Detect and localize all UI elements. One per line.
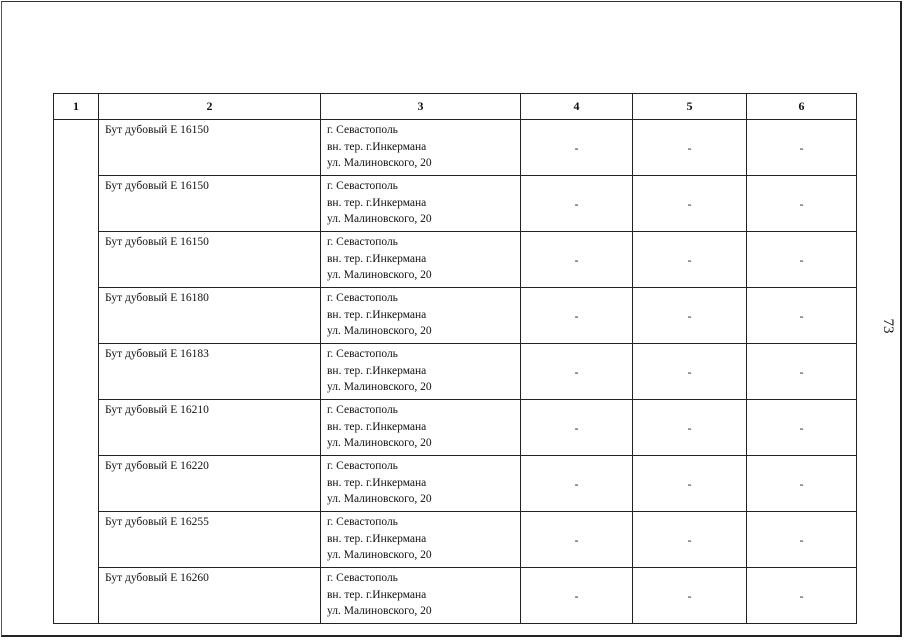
cell-col-1 — [54, 232, 99, 288]
table-row — [54, 120, 857, 176]
address-line: вн. тер. г.Инкермана — [327, 140, 427, 153]
cell-col-4: - — [521, 176, 633, 232]
cell-address — [321, 456, 521, 512]
cell-col-5: - — [633, 232, 747, 288]
cell-address — [321, 344, 521, 400]
header-col-4: 4 — [521, 94, 633, 120]
cell-col-6: - — [747, 512, 857, 568]
address-line: вн. тер. г.Инкермана — [327, 308, 427, 321]
cell-col-6: - — [747, 456, 857, 512]
table-row — [54, 456, 857, 512]
address-line: ул. Малиновского, 20 — [327, 325, 432, 338]
cell-col-6: - — [747, 568, 857, 624]
table-row — [54, 232, 857, 288]
cell-col-4: - — [521, 344, 633, 400]
cell-address — [321, 232, 521, 288]
page-number: 73 — [880, 318, 896, 334]
cell-col-5: - — [633, 120, 747, 176]
address-line: г. Севастополь — [327, 572, 398, 584]
cell-col-4: - — [521, 400, 633, 456]
table-row — [54, 288, 857, 344]
cell-col-1 — [54, 456, 99, 512]
cell-col-5: - — [633, 288, 747, 344]
cell-address — [321, 400, 521, 456]
header-col-5: 5 — [633, 94, 747, 120]
address-line: г. Севастополь — [327, 124, 398, 136]
cell-col-5: - — [633, 512, 747, 568]
address-line: ул. Малиновского, 20 — [327, 549, 432, 562]
address-line: вн. тер. г.Инкермана — [327, 364, 427, 377]
cell-col-6: - — [747, 400, 857, 456]
address-line: вн. тер. г.Инкермана — [327, 252, 427, 265]
address-line: г. Севастополь — [327, 516, 398, 528]
cell-col-6: - — [747, 176, 857, 232]
address-line: вн. тер. г.Инкермана — [327, 588, 427, 601]
cell-col-1 — [54, 176, 99, 232]
cell-col-5: - — [633, 456, 747, 512]
cell-item-name: Бут дубовый Е 16180 — [99, 288, 321, 344]
cell-col-6: - — [747, 344, 857, 400]
address-line: г. Севастополь — [327, 460, 398, 472]
address-line: ул. Малиновского, 20 — [327, 269, 432, 282]
cell-address — [321, 568, 521, 624]
cell-col-1 — [54, 120, 99, 176]
table-row — [54, 568, 857, 624]
cell-col-5: - — [633, 400, 747, 456]
table-row — [54, 344, 857, 400]
cell-col-4: - — [521, 456, 633, 512]
address-line: вн. тер. г.Инкермана — [327, 532, 427, 545]
address-line: вн. тер. г.Инкермана — [327, 420, 427, 433]
table-row — [54, 176, 857, 232]
cell-item-name: Бут дубовый Е 16150 — [99, 176, 321, 232]
address-line: г. Севастополь — [327, 180, 398, 192]
cell-col-1 — [54, 344, 99, 400]
cell-col-1 — [54, 288, 99, 344]
cell-item-name: Бут дубовый Е 16260 — [99, 568, 321, 624]
address-line: ул. Малиновского, 20 — [327, 213, 432, 226]
address-line: г. Севастополь — [327, 292, 398, 304]
table-row — [54, 400, 857, 456]
cell-col-4: - — [521, 512, 633, 568]
table-body — [54, 120, 857, 624]
cell-col-4: - — [521, 288, 633, 344]
cell-item-name: Бут дубовый Е 16150 — [99, 232, 321, 288]
cell-col-1 — [54, 568, 99, 624]
header-col-3: 3 — [321, 94, 521, 120]
cell-item-name: Бут дубовый Е 16255 — [99, 512, 321, 568]
cell-item-name: Бут дубовый Е 16183 — [99, 344, 321, 400]
cell-col-5: - — [633, 568, 747, 624]
address-line: ул. Малиновского, 20 — [327, 437, 432, 450]
header-col-2: 2 — [99, 94, 321, 120]
cell-item-name: Бут дубовый Е 16150 — [99, 120, 321, 176]
address-line: ул. Малиновского, 20 — [327, 157, 432, 170]
cell-item-name: Бут дубовый Е 16210 — [99, 400, 321, 456]
address-line: ул. Малиновского, 20 — [327, 381, 432, 394]
cell-col-6: - — [747, 232, 857, 288]
table-row — [54, 512, 857, 568]
cell-col-4: - — [521, 232, 633, 288]
address-line: г. Севастополь — [327, 236, 398, 248]
address-line: вн. тер. г.Инкермана — [327, 196, 427, 209]
cell-col-4: - — [521, 568, 633, 624]
address-line: г. Севастополь — [327, 404, 398, 416]
cell-col-5: - — [633, 176, 747, 232]
cell-address — [321, 120, 521, 176]
address-line: ул. Малиновского, 20 — [327, 605, 432, 618]
cell-address — [321, 176, 521, 232]
table-header-row — [54, 94, 857, 120]
address-line: г. Севастополь — [327, 348, 398, 360]
data-table — [53, 93, 857, 624]
address-line: ул. Малиновского, 20 — [327, 493, 432, 506]
cell-col-6: - — [747, 120, 857, 176]
cell-address — [321, 512, 521, 568]
cell-col-6: - — [747, 288, 857, 344]
header-col-1: 1 — [54, 94, 99, 120]
cell-col-4: - — [521, 120, 633, 176]
address-line: вн. тер. г.Инкермана — [327, 476, 427, 489]
cell-col-1 — [54, 512, 99, 568]
cell-item-name: Бут дубовый Е 16220 — [99, 456, 321, 512]
header-col-6: 6 — [747, 94, 857, 120]
cell-col-5: - — [633, 344, 747, 400]
cell-address — [321, 288, 521, 344]
cell-col-1 — [54, 400, 99, 456]
